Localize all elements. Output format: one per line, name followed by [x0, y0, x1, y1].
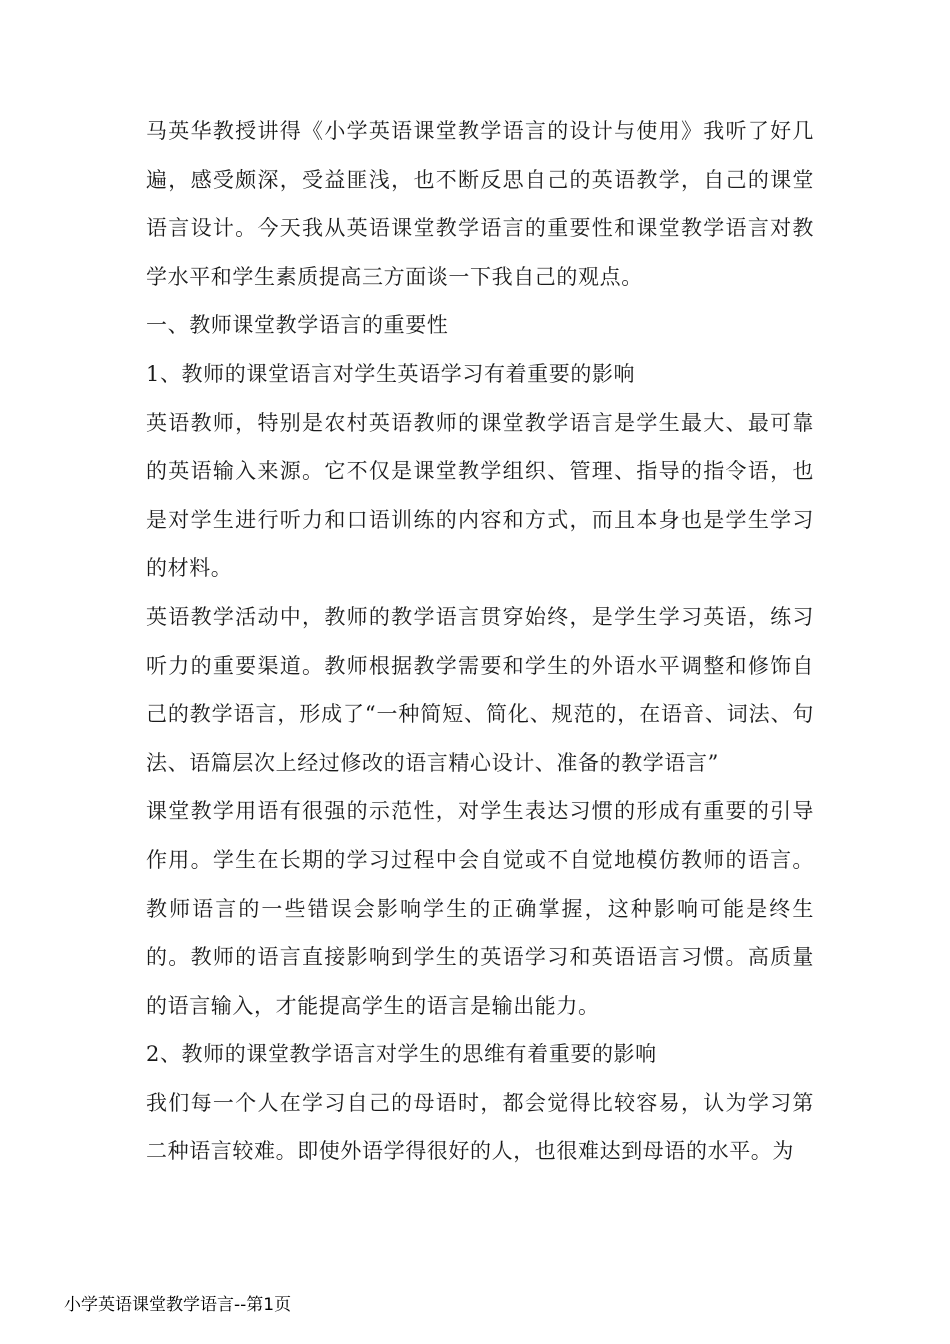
- subsection-heading-1: 1、教师的课堂语言对学生英语学习有着重要的影响: [146, 361, 636, 386]
- section-heading-1: 一、教师课堂教学语言的重要性: [146, 313, 449, 338]
- page-footer: 小学英语课堂教学语言--第1页: [64, 1295, 292, 1315]
- paragraph-mother-tongue: 我们每一个人在学习自己的母语时，都会觉得比较容易，认为学习第二种语言较难。即使外语学得很好的人，也很难达到母语的水平。为: [146, 1090, 814, 1164]
- paragraph-intro: 马英华教授讲得《小学英语课堂教学语言的设计与使用》我听了好几遍，感受颇深，受益匪浅，也不断反思自己的英语教学，自己的课堂语言设计。今天我从英语课堂教学语言的重要性和课堂教学语言对教学水平和学生素质提高三方面谈一下我自己的观点。: [146, 119, 814, 289]
- paragraph-demonstration: 课堂教学用语有很强的示范性，对学生表达习惯的形成有重要的引导作用。学生在长期的学习过程中会自觉或不自觉地模仿教师的语言。教师语言的一些错误会影响学生的正确掌握，这种影响可能是终生的。教师的语言直接影响到学生的英语学习和英语语言习惯。高质量的语言输入，才能提高学生的语言是输出能力。: [146, 799, 814, 1018]
- subsection-heading-2: 2、教师的课堂教学语言对学生的思维有着重要的影响: [146, 1042, 657, 1067]
- paragraph-teaching-activity: 英语教学活动中，教师的教学语言贯穿始终，是学生学习英语，练习听力的重要渠道。教师根据教学需要和学生的外语水平调整和修饰自己的教学语言，形成了“一种简短、简化、规范的，在语音、词法、句法、语篇层次上经过修改的语言精心设计、准备的教学语言”: [146, 604, 814, 775]
- paragraph-input-source: 英语教师，特别是农村英语教师的课堂教学语言是学生最大、最可靠的英语输入来源。它不仅是课堂教学组织、管理、指导的指令语，也是对学生进行听力和口语训练的内容和方式，而且本身也是学生学习的材料。: [146, 410, 814, 581]
- document-body: [146, 107, 814, 1176]
